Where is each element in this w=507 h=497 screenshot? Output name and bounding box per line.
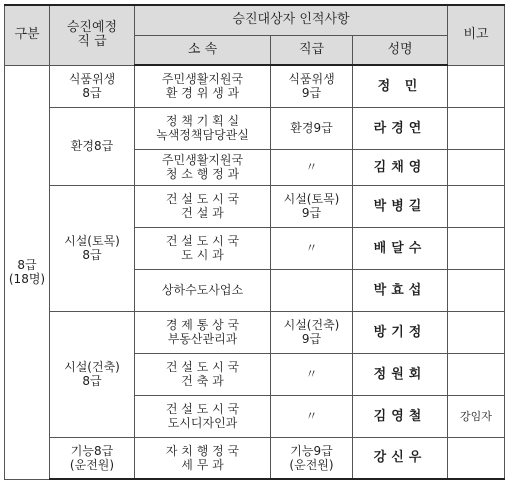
header-category: 구분 xyxy=(5,5,50,65)
category-cell: 8급 (18명) xyxy=(5,65,50,479)
promotion-candidates-table xyxy=(4,4,505,480)
header-name: 성명 xyxy=(353,35,448,65)
remark-cell xyxy=(448,185,505,227)
table-row xyxy=(5,437,505,479)
target-grade-cell: 식품위생 8급 xyxy=(50,65,135,107)
remark-cell xyxy=(448,107,505,149)
remark-cell: 강임자 xyxy=(448,395,505,437)
table-row xyxy=(5,185,505,227)
affiliation-cell: 자 치 행 정 국 세 무 과 xyxy=(135,437,271,479)
remark-cell xyxy=(448,65,505,107)
affiliation-cell: 건 설 도 시 국 도 시 과 xyxy=(135,227,271,269)
affiliation-cell: 건 설 도 시 국 건 설 과 xyxy=(135,185,271,227)
remark-cell xyxy=(448,437,505,479)
remark-cell xyxy=(448,269,505,311)
name-cell: 김영철 xyxy=(353,395,448,437)
header-target-grade: 승진예정 직 급 xyxy=(50,5,135,65)
affiliation-cell: 건 설 도 시 국 도시디자인과 xyxy=(135,395,271,437)
grade-cell: 시설(건축) 9급 xyxy=(271,311,353,353)
grade-cell: 시설(토목) 9급 xyxy=(271,185,353,227)
name-cell: 정원회 xyxy=(353,353,448,395)
grade-cell: 〃 xyxy=(271,395,353,437)
affiliation-cell: 정 책 기 획 실 녹색정책담당관실 xyxy=(135,107,271,149)
grade-cell: 환경9급 xyxy=(271,107,353,149)
table-row xyxy=(5,107,505,149)
header-affiliation: 소 속 xyxy=(135,35,271,65)
target-grade-cell: 시설(건축) 8급 xyxy=(50,311,135,437)
grade-cell xyxy=(271,269,353,311)
affiliation-cell: 건 설 도 시 국 건 축 과 xyxy=(135,353,271,395)
header-grade: 직급 xyxy=(271,35,353,65)
table-row xyxy=(5,311,505,353)
affiliation-cell: 상하수도사업소 xyxy=(135,269,271,311)
affiliation-cell: 주민생활지원국 환 경 위 생 과 xyxy=(135,65,271,107)
table-row xyxy=(5,65,505,107)
name-cell: 방기정 xyxy=(353,311,448,353)
remark-cell xyxy=(448,227,505,269)
remark-cell xyxy=(448,149,505,185)
name-cell: 배달수 xyxy=(353,227,448,269)
remark-cell xyxy=(448,353,505,395)
grade-cell: 식품위생 9급 xyxy=(271,65,353,107)
remark-cell xyxy=(448,311,505,353)
grade-cell: 〃 xyxy=(271,149,353,185)
grade-cell: 〃 xyxy=(271,353,353,395)
target-grade-cell: 시설(토목) 8급 xyxy=(50,185,135,311)
grade-cell: 〃 xyxy=(271,227,353,269)
target-grade-cell: 환경8급 xyxy=(50,107,135,185)
grade-cell: 기능9급 (운전원) xyxy=(271,437,353,479)
name-cell: 정 민 xyxy=(353,65,448,107)
header-remarks: 비고 xyxy=(448,5,505,65)
name-cell: 박병길 xyxy=(353,185,448,227)
name-cell: 강신우 xyxy=(353,437,448,479)
name-cell: 라경연 xyxy=(353,107,448,149)
name-cell: 김채영 xyxy=(353,149,448,185)
header-candidates: 승진대상자 인적사항 xyxy=(135,5,448,35)
affiliation-cell: 경 제 통 상 국 부동산관리과 xyxy=(135,311,271,353)
table-body xyxy=(5,65,505,479)
name-cell: 박효섭 xyxy=(353,269,448,311)
target-grade-cell: 기능8급 (운전원) xyxy=(50,437,135,479)
affiliation-cell: 주민생활지원국 청 소 행 정 과 xyxy=(135,149,271,185)
